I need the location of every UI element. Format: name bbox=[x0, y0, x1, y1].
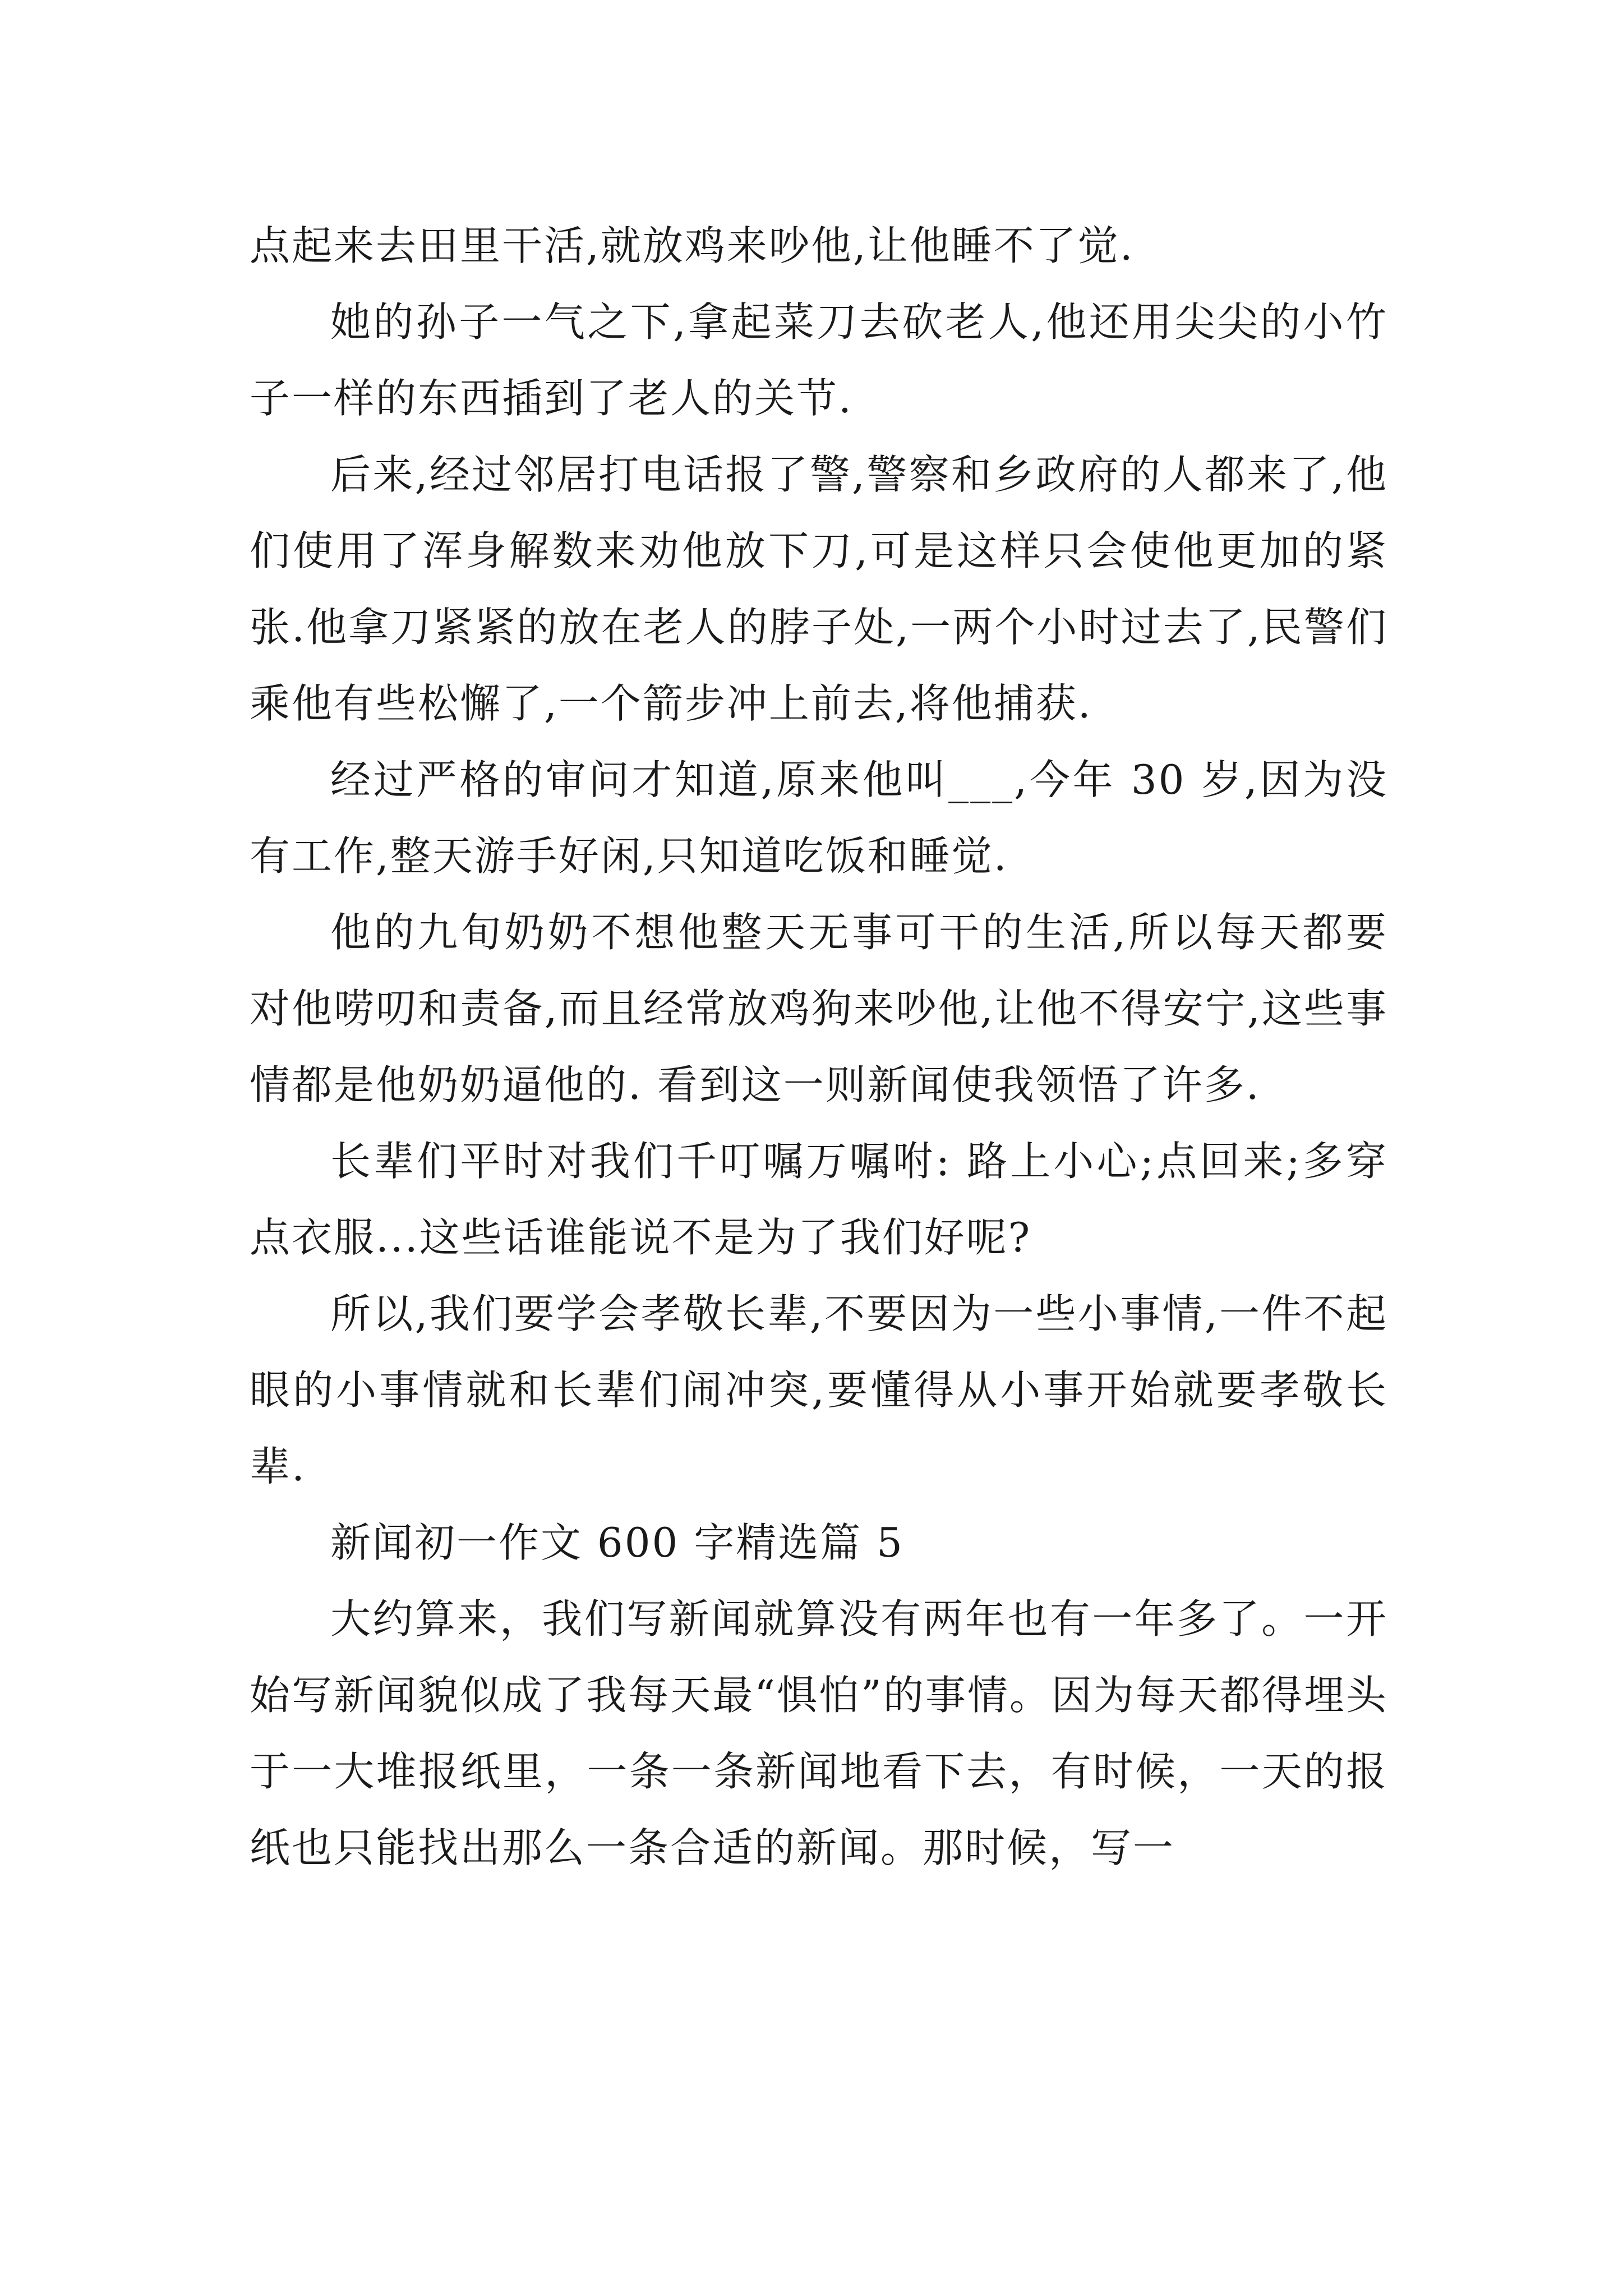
paragraph-7: 所以,我们要学会孝敬长辈,不要因为一些小事情,一件不起眼的小事情就和长辈们闹冲突,要懂得从小事开始就要孝敬长辈. bbox=[250, 1290, 1388, 1490]
body-text bbox=[250, 208, 1388, 1886]
paragraph-3: 后来,经过邻居打电话报了警,警察和乡政府的人都来了,他们使用了浑身解数来劝他放下刀,可是这样只会使他更加的紧张.他拿刀紧紧的放在老人的脖子处,一两个小时过去了,民警们乘他有些松懈了,一个箭步冲上前去,将他捕获. bbox=[250, 451, 1388, 727]
section-heading: 新闻初一作文 600 字精选篇 5 bbox=[330, 1519, 904, 1566]
paragraph-1: 点起来去田里干活,就放鸡来吵他,让他睡不了觉. bbox=[250, 222, 1135, 269]
paragraph-8: 大约算来，我们写新闻就算没有两年也有一年多了。一开始写新闻貌似成了我每天最“惧怕”的事情。因为每天都得埋头于一大堆报纸里，一条一条新闻地看下去，有时候，一天的报纸也只能找出那么一条合适的新闻。那时候，写一 bbox=[250, 1595, 1388, 1871]
paragraph-5: 他的九旬奶奶不想他整天无事可干的生活,所以每天都要对他唠叨和责备,而且经常放鸡狗来吵他,让他不得安宁,这些事情都是他奶奶逼他的. 看到这一则新闻使我领悟了许多. bbox=[250, 909, 1388, 1108]
paragraph-2: 她的孙子一气之下,拿起菜刀去砍老人,他还用尖尖的小竹子一样的东西插到了老人的关节. bbox=[250, 298, 1388, 422]
paragraph-6: 长辈们平时对我们千叮嘱万嘱咐: 路上小心;点回来;多穿点衣服...这些话谁能说不是为了我们好呢? bbox=[250, 1138, 1388, 1261]
paragraph-4: 经过严格的审问才知道,原来他叫___,今年 30 岁,因为没有工作,整天游手好闲,只知道吃饭和睡觉. bbox=[250, 756, 1388, 880]
